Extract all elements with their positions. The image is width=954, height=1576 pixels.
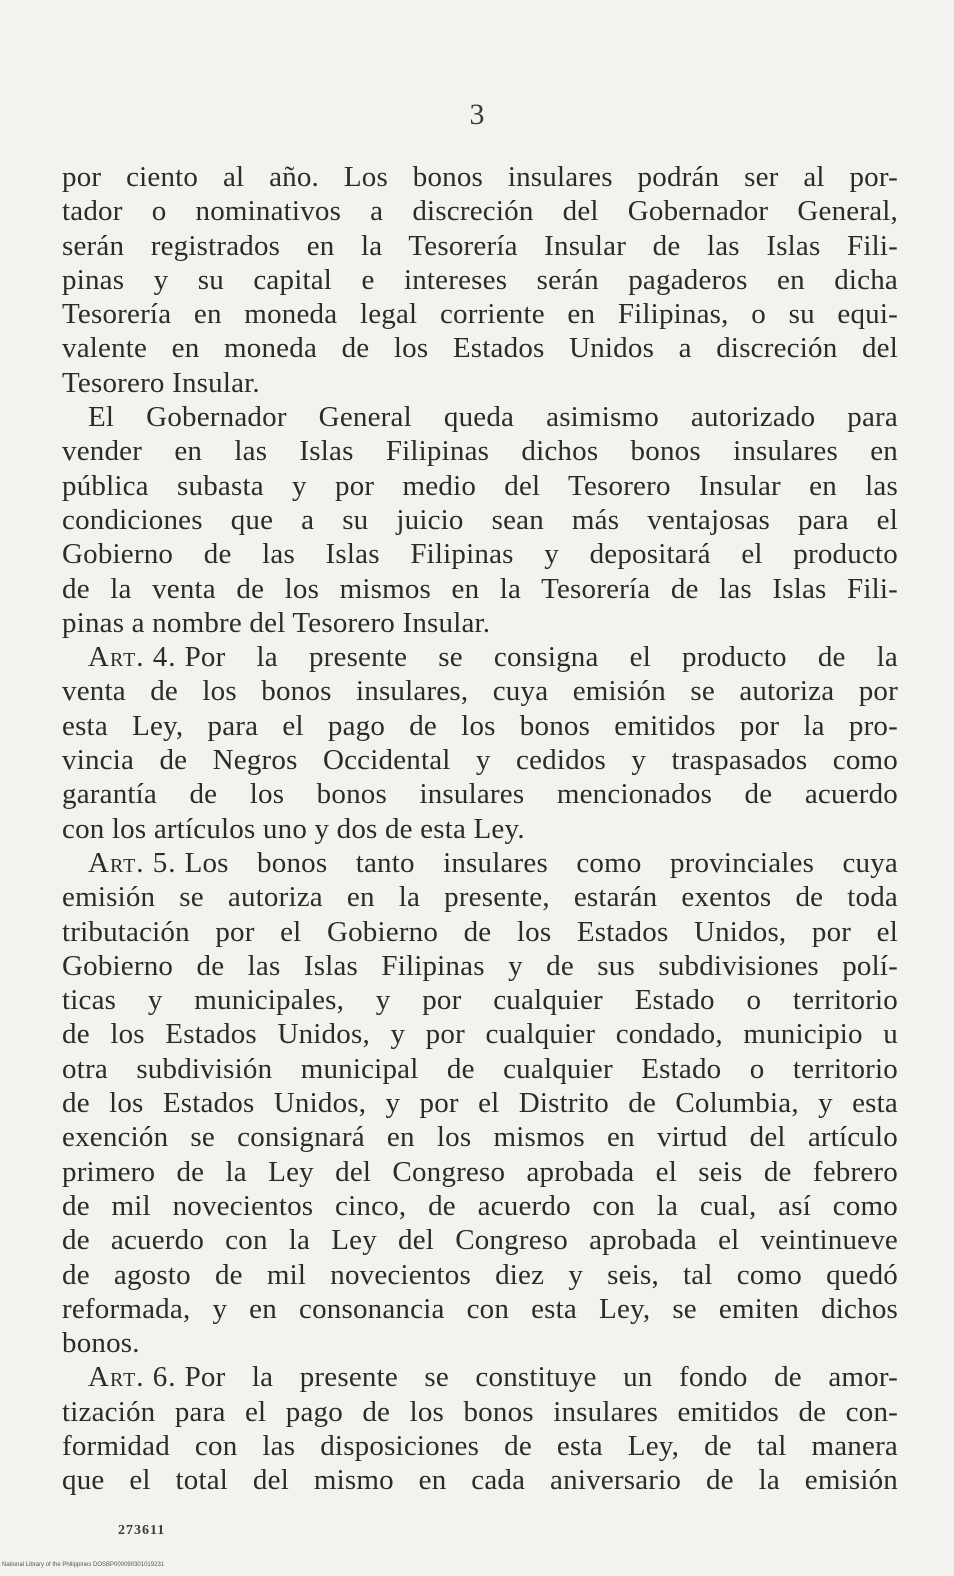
text-line: tributación por el Gobierno de los Estados Unidos, por el (62, 915, 898, 948)
text-line: de la venta de los mismos en la Tesorería de las Islas Fili- (62, 572, 898, 605)
text-line: vincia de Negros Occidental y cedidos y traspasados como (62, 744, 898, 777)
text-line: Por la presente se constituye un fondo de amor- (184, 1361, 898, 1394)
text-line: garantía de los bonos insulares mencionados de acuerdo (62, 778, 898, 811)
text-line: de los Estados Unidos, y por el Distrito de Columbia, y esta (62, 1087, 898, 1120)
text-line: Tesorero Insular. (62, 366, 260, 399)
text-line: serán registrados en la Tesorería Insular de las Islas Fili- (62, 229, 898, 262)
text-line: exención se consignará en los mismos en virtud del artículo (62, 1121, 898, 1154)
text-line: valente en moneda de los Estados Unidos a discreción del (62, 332, 898, 365)
text-line: El Gobernador General queda asimismo autorizado para (88, 401, 898, 434)
text-line: bonos. (62, 1327, 140, 1360)
article-label: Art. 6. (88, 1361, 177, 1394)
text-line: Por la presente se consigna el producto de la (184, 641, 898, 674)
text-line: por ciento al año. Los bonos insulares podrán ser al por- (62, 161, 898, 193)
article-heading-line (62, 640, 898, 674)
text-line: Tesorería en moneda legal corriente en Filipinas, o su equi- (62, 298, 898, 331)
text-line: venta de los bonos insulares, cuya emisión se autoriza por (62, 675, 898, 708)
text-line: Gobierno de las Islas Filipinas y depositará el producto (62, 538, 898, 571)
text-line: reformada, y en consonancia con esta Ley, se emiten dichos (62, 1292, 898, 1325)
printer-code: 273611 (118, 1523, 166, 1538)
text-line: ticas y municipales, y por cualquier Estado o territorio (62, 984, 898, 1017)
article-heading-line (62, 846, 898, 880)
text-line: tador o nominativos a discreción del Gobernador General, (62, 195, 898, 228)
text-line: esta Ley, para el pago de los bonos emitidos por la pro- (62, 709, 898, 742)
text-line: con los artículos uno y dos de esta Ley. (62, 812, 525, 845)
text-line: tización para el pago de los bonos insulares emitidos de con- (62, 1395, 898, 1428)
article-label: Art. 5. (88, 846, 177, 879)
text-line: de mil novecientos cinco, de acuerdo con la cual, así como (62, 1189, 898, 1222)
text-line: de acuerdo con la Ley del Congreso aprobada el veintinueve (62, 1224, 898, 1257)
article-6 (62, 1360, 898, 1497)
text-line: condiciones que a su juicio sean más ventajosas para el (62, 503, 898, 536)
text-line: emisión se autoriza en la presente, estarán exentos de toda (62, 881, 898, 914)
text-line: formidad con las disposiciones de esta Ley, de tal manera (62, 1429, 898, 1462)
text-line: pinas a nombre del Tesorero Insular. (62, 606, 491, 639)
text-line: de los Estados Unidos, y por cualquier condado, municipio u (62, 1018, 898, 1051)
text-line: de agosto de mil novecientos diez y seis, tal como quedó (62, 1258, 898, 1291)
text-line: Gobierno de las Islas Filipinas y de sus subdivisiones polí- (62, 949, 898, 982)
text-line: pinas y su capital e intereses serán pagaderos en dicha (62, 263, 898, 296)
text-line: primero de la Ley del Congreso aprobada el seis de febrero (62, 1155, 898, 1188)
paragraph-governor (62, 400, 898, 640)
text-line: Los bonos tanto insulares como provinciales cuya (184, 846, 898, 879)
article-5 (62, 846, 898, 1360)
text-line: pública subasta y por medio del Tesorero Insular en las (62, 469, 898, 502)
body-text (62, 160, 898, 1498)
text-line: vender en las Islas Filipinas dichos bonos insulares en (62, 435, 898, 468)
paragraph-continuation (62, 160, 898, 400)
library-credit: National Library of the Philippines DOSBP000090301019231 (2, 1562, 165, 1568)
text-line: otra subdivisión municipal de cualquier Estado o territorio (62, 1052, 898, 1085)
text-line: que el total del mismo en cada aniversario de la emisión (62, 1464, 898, 1497)
article-label: Art. 4. (88, 641, 177, 674)
page-number: 3 (469, 98, 485, 131)
article-heading-line (62, 1360, 898, 1394)
article-4 (62, 640, 898, 846)
